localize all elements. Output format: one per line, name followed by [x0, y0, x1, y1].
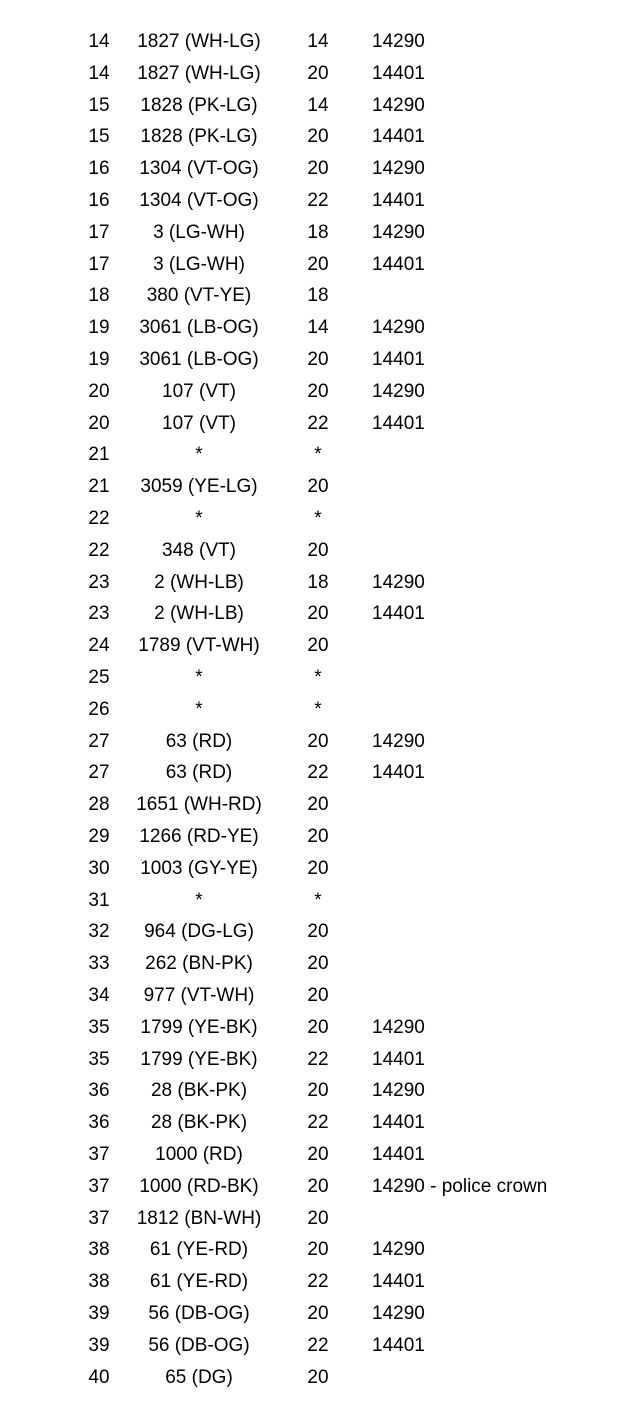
wire-gauge: * [314, 889, 322, 911]
circuit-id: 3 (LG-WH) [153, 221, 245, 243]
circuit-id: 1000 (RD-BK) [139, 1175, 259, 1197]
table-row [0, 916, 624, 948]
circuit-id: 1651 (WH-RD) [136, 794, 262, 816]
wire-gauge: 22 [307, 190, 329, 211]
pin-number: 35 [88, 1016, 110, 1038]
pin-number: 27 [88, 762, 110, 784]
wire-gauge: 22 [307, 1048, 329, 1070]
table-row [0, 1330, 624, 1362]
part-number: 14401 [372, 126, 425, 148]
wire-gauge: 20 [307, 1144, 329, 1165]
wire-gauge: 22 [307, 1112, 329, 1134]
wire-gauge: * [314, 444, 322, 466]
circuit-id: 964 (DG-LG) [144, 921, 254, 943]
part-number: 14290 [372, 1016, 425, 1038]
pin-number: 23 [88, 603, 110, 625]
circuit-id: 1789 (VT-WH) [138, 635, 260, 657]
table-row [0, 1298, 624, 1330]
wire-gauge: * [314, 667, 322, 688]
part-number: 14401 [372, 62, 425, 84]
part-number: 14290 - police crown [372, 1175, 548, 1197]
wire-gauge: 20 [307, 1207, 329, 1229]
circuit-id: * [195, 889, 203, 911]
wire-gauge: 22 [307, 412, 329, 434]
pin-number: 23 [88, 571, 110, 593]
table-row [0, 1075, 624, 1107]
part-number: 14401 [372, 1144, 425, 1165]
part-number: 14290 [372, 730, 425, 752]
circuit-id: 28 (BK-PK) [150, 1080, 248, 1102]
pin-number: 36 [88, 1080, 110, 1102]
wire-gauge: 14 [307, 317, 329, 339]
table-row [0, 280, 624, 312]
pin-number: 26 [88, 698, 110, 720]
pin-number: 18 [88, 285, 110, 307]
part-number: 14290 [372, 31, 425, 52]
pin-number: 37 [88, 1207, 110, 1229]
table-row [0, 980, 624, 1012]
wire-gauge: 18 [307, 285, 329, 307]
pin-number: 15 [88, 94, 110, 116]
part-number: 14290 [372, 1303, 425, 1324]
table-row [0, 1266, 624, 1298]
table-row [0, 1139, 624, 1171]
table-row [0, 185, 624, 217]
pin-number: 35 [88, 1048, 110, 1070]
pin-number: 22 [88, 539, 110, 561]
circuit-id: 61 (YE-RD) [149, 1239, 249, 1261]
wire-gauge: 22 [307, 1334, 329, 1356]
circuit-id: * [195, 444, 203, 466]
wire-gauge: * [314, 698, 322, 720]
wire-gauge: 20 [307, 539, 329, 561]
wire-gauge: 22 [307, 762, 329, 784]
table-row [0, 1171, 624, 1203]
wire-gauge: 20 [307, 349, 329, 370]
circuit-id: 28 (BK-PK) [150, 1112, 248, 1134]
wire-gauge: 20 [307, 794, 329, 816]
table-row [0, 408, 624, 440]
circuit-id: * [195, 667, 203, 688]
circuit-id: 107 (VT) [162, 380, 236, 402]
circuit-id: 380 (VT-YE) [146, 285, 252, 307]
circuit-id: 61 (YE-RD) [149, 1271, 249, 1293]
pin-number: 33 [88, 953, 110, 975]
circuit-id: 1304 (VT-OG) [139, 190, 259, 211]
circuit-id: 262 (BN-PK) [145, 953, 253, 975]
table-row [0, 26, 624, 58]
pin-number: 17 [88, 221, 110, 243]
pin-number: 22 [88, 508, 110, 529]
pin-number: 40 [88, 1366, 110, 1388]
pin-number: 32 [88, 921, 110, 943]
pin-number: 15 [88, 126, 110, 148]
circuit-id: 2 (WH-LB) [154, 571, 244, 593]
wire-gauge: 14 [307, 31, 329, 52]
pin-number: 19 [88, 317, 110, 339]
pin-number: 20 [88, 380, 110, 402]
table-row [0, 726, 624, 758]
pin-number: 37 [88, 1144, 110, 1165]
table-row [0, 1203, 624, 1235]
table-row [0, 1234, 624, 1266]
circuit-id: 3 (LG-WH) [153, 253, 245, 275]
table-row [0, 1107, 624, 1139]
table-row [0, 153, 624, 185]
pin-number: 14 [88, 31, 110, 52]
table-row [0, 90, 624, 122]
wire-gauge: 20 [307, 126, 329, 148]
pin-number: 25 [88, 667, 110, 688]
table-row [0, 567, 624, 599]
circuit-id: 1799 (YE-BK) [140, 1048, 258, 1070]
pin-number: 21 [88, 476, 110, 498]
pin-number: 39 [88, 1334, 110, 1356]
table-row [0, 217, 624, 249]
table-row [0, 439, 624, 471]
part-number: 14401 [372, 1334, 425, 1356]
circuit-id: 1266 (RD-YE) [139, 826, 259, 847]
part-number: 14290 [372, 380, 425, 402]
table-row [0, 757, 624, 789]
wire-gauge: 18 [307, 221, 329, 243]
pin-number: 24 [88, 635, 110, 657]
table-row [0, 376, 624, 408]
circuit-id: 1304 (VT-OG) [139, 158, 259, 180]
pin-number: 39 [88, 1303, 110, 1324]
circuit-id: 977 (VT-WH) [143, 985, 255, 1006]
wire-gauge: 20 [307, 476, 329, 498]
table-row [0, 249, 624, 281]
pin-number: 17 [88, 253, 110, 275]
pin-number: 21 [88, 444, 110, 466]
pin-number: 34 [88, 985, 110, 1006]
circuit-id: 1003 (GY-YE) [140, 857, 258, 879]
part-number: 14401 [372, 349, 425, 370]
pin-number: 38 [88, 1271, 110, 1293]
pin-number: 30 [88, 857, 110, 879]
table-row [0, 789, 624, 821]
table-row [0, 1362, 624, 1394]
wire-gauge: 20 [307, 730, 329, 752]
circuit-id: 1827 (WH-LG) [137, 31, 261, 52]
pin-number: 14 [88, 62, 110, 84]
circuit-id: 1000 (RD) [155, 1144, 243, 1165]
circuit-id: * [195, 698, 203, 720]
wire-gauge: 20 [307, 1175, 329, 1197]
circuit-id: 3061 (LB-OG) [139, 317, 259, 339]
wire-gauge: 20 [307, 380, 329, 402]
pin-number: 28 [88, 794, 110, 816]
wire-gauge: 20 [307, 953, 329, 975]
table-row [0, 662, 624, 694]
pin-number: 16 [88, 158, 110, 180]
part-number: 14290 [372, 1080, 425, 1102]
wire-gauge: 20 [307, 635, 329, 657]
wire-gauge: * [314, 508, 322, 529]
part-number: 14290 [372, 94, 425, 116]
pin-number: 38 [88, 1239, 110, 1261]
part-number: 14290 [372, 158, 425, 180]
circuit-id: 56 (DB-OG) [148, 1303, 250, 1324]
circuit-id: * [195, 508, 203, 529]
wire-gauge: 22 [307, 1271, 329, 1293]
wire-gauge: 20 [307, 62, 329, 84]
pin-number: 27 [88, 730, 110, 752]
wire-gauge: 20 [307, 1016, 329, 1038]
wire-gauge: 20 [307, 158, 329, 180]
table-row [0, 503, 624, 535]
circuit-id: 56 (DB-OG) [148, 1334, 250, 1356]
table-row [0, 853, 624, 885]
part-number: 14401 [372, 190, 425, 211]
circuit-id: 107 (VT) [162, 412, 236, 434]
circuit-id: 2 (WH-LB) [154, 603, 244, 625]
circuit-id: 65 (DG) [165, 1366, 233, 1388]
table-row [0, 121, 624, 153]
table-row [0, 1044, 624, 1076]
wire-gauge: 20 [307, 1239, 329, 1261]
circuit-id: 1827 (WH-LG) [137, 62, 261, 84]
part-number: 14290 [372, 1239, 425, 1261]
wire-gauge: 20 [307, 1366, 329, 1388]
part-number: 14401 [372, 412, 425, 434]
pin-number: 29 [88, 826, 110, 847]
part-number: 14401 [372, 1271, 425, 1293]
part-number: 14401 [372, 603, 425, 625]
pin-number: 36 [88, 1112, 110, 1134]
table-row [0, 535, 624, 567]
circuit-id: 1828 (PK-LG) [140, 126, 258, 148]
pin-number: 16 [88, 190, 110, 211]
wire-gauge: 20 [307, 985, 329, 1006]
wire-gauge: 20 [307, 826, 329, 847]
table-row [0, 312, 624, 344]
wire-gauge: 18 [307, 571, 329, 593]
table-row [0, 948, 624, 980]
circuit-id: 1828 (PK-LG) [140, 94, 258, 116]
table-row [0, 630, 624, 662]
circuit-id: 63 (RD) [165, 762, 233, 784]
part-number: 14401 [372, 762, 425, 784]
table-row [0, 821, 624, 853]
circuit-id: 63 (RD) [165, 730, 233, 752]
table-row [0, 1012, 624, 1044]
table-row [0, 344, 624, 376]
part-number: 14401 [372, 253, 425, 275]
circuit-id: 348 (VT) [162, 539, 236, 561]
wire-gauge: 14 [307, 94, 329, 116]
pin-number: 20 [88, 412, 110, 434]
circuit-id: 1799 (YE-BK) [140, 1016, 258, 1038]
circuit-id: 3061 (LB-OG) [139, 349, 259, 370]
wire-gauge: 20 [307, 921, 329, 943]
table-row [0, 598, 624, 630]
wire-gauge: 20 [307, 1080, 329, 1102]
table-row [0, 471, 624, 503]
part-number: 14401 [372, 1112, 425, 1134]
wire-gauge: 20 [307, 603, 329, 625]
part-number: 14290 [372, 571, 425, 593]
part-number: 14290 [372, 317, 425, 339]
table-row [0, 694, 624, 726]
pin-number: 37 [88, 1175, 110, 1197]
pin-number: 19 [88, 349, 110, 370]
circuit-id: 3059 (YE-LG) [140, 476, 258, 498]
part-number: 14401 [372, 1048, 425, 1070]
wire-gauge: 20 [307, 1303, 329, 1324]
part-number: 14290 [372, 221, 425, 243]
table-row [0, 885, 624, 917]
circuit-id: 1812 (BN-WH) [136, 1207, 262, 1229]
pin-number: 31 [88, 889, 110, 911]
table-row [0, 58, 624, 90]
wire-gauge: 20 [307, 253, 329, 275]
wire-gauge: 20 [307, 857, 329, 879]
